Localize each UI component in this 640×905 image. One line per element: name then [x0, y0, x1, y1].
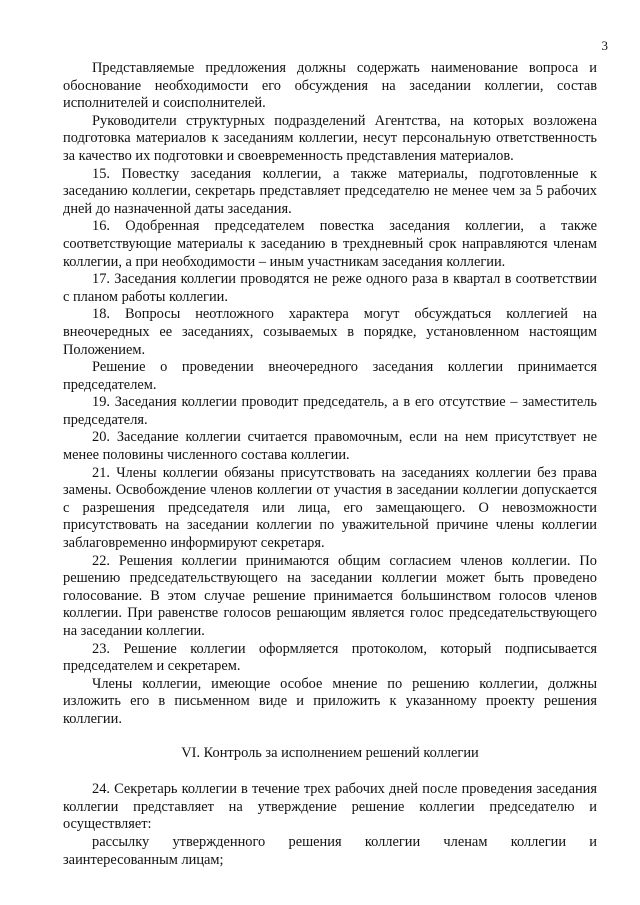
paragraph: 22. Решения коллегии принимаются общим согласием членов коллегии. По решению председательствующего на заседании коллегии может быть проведено голосование. В этом случае решение принимается большинством голосов членов коллегии. При равенстве голосов решающим является голос председательствующего на заседании коллегии.	[63, 552, 597, 639]
paragraph: Руководители структурных подразделений Агентства, на которых возложена подготовка материалов к заседаниям коллегии, несут персональную ответственность за качество их подготовки и своевременность представления материалов.	[63, 112, 597, 164]
paragraph: 15. Повестку заседания коллегии, а также материалы, подготовленные к заседанию коллегии, секретарь представляет председателю не менее чем за 5 рабочих дней до назначенной даты заседания.	[63, 165, 597, 217]
paragraph: Представляемые предложения должны содержать наименование вопроса и обоснование необходимости его обсуждения на заседании коллегии, состав исполнителей и соисполнителей.	[63, 60, 597, 112]
paragraph: 16. Одобренная председателем повестка заседания коллегии, а также соответствующие материалы к заседанию в трехдневный срок направляются членам коллегии, а при необходимости – иным участникам заседания коллегии.	[63, 218, 597, 270]
paragraph: 21. Члены коллегии обязаны присутствовать на заседаниях коллегии без права замены. Освобождение членов коллегии от участия в заседании коллегии допускается с разрешения председателя или лица, его замещающего. О невозможности присутствовать на заседании коллегии по уважительной причине члены коллегии заблаговременно информируют секретаря.	[63, 464, 597, 552]
section-heading: VI. Контроль за исполнением решений коллегии	[181, 744, 479, 761]
paragraph: 20. Заседание коллегии считается правомочным, если на нем присутствует не менее половины численного состава коллегии.	[63, 429, 597, 464]
paragraph: 24. Секретарь коллегии в течение трех рабочих дней после проведения заседания коллегии представляет на утверждение решение коллегии председателю и осуществляет:	[63, 781, 597, 833]
document-body	[63, 60, 597, 869]
paragraph: 18. Вопросы неотложного характера могут обсуждаться коллегией на внеочередных ее заседаниях, созываемых в порядке, установленном настоящим Положением.	[63, 306, 597, 358]
paragraph: Члены коллегии, имеющие особое мнение по решению коллегии, должны изложить его в письменном виде и приложить к указанному проекту решения коллегии.	[63, 675, 597, 727]
paragraph: 17. Заседания коллегии проводятся не реже одного раза в квартал в соответствии с планом работы коллегии.	[63, 271, 597, 305]
paragraph: рассылку утвержденного решения коллегии членам коллегии и заинтересованным лицам;	[63, 833, 597, 868]
paragraph: Решение о проведении внеочередного заседания коллегии принимается председателем.	[63, 359, 597, 393]
paragraph: 23. Решение коллегии оформляется протоколом, который подписывается председателем и секретарем.	[63, 640, 597, 675]
paragraph: 19. Заседания коллегии проводит председатель, а в его отсутствие – заместитель председателя.	[63, 394, 597, 428]
page-number: 3	[601, 38, 608, 53]
